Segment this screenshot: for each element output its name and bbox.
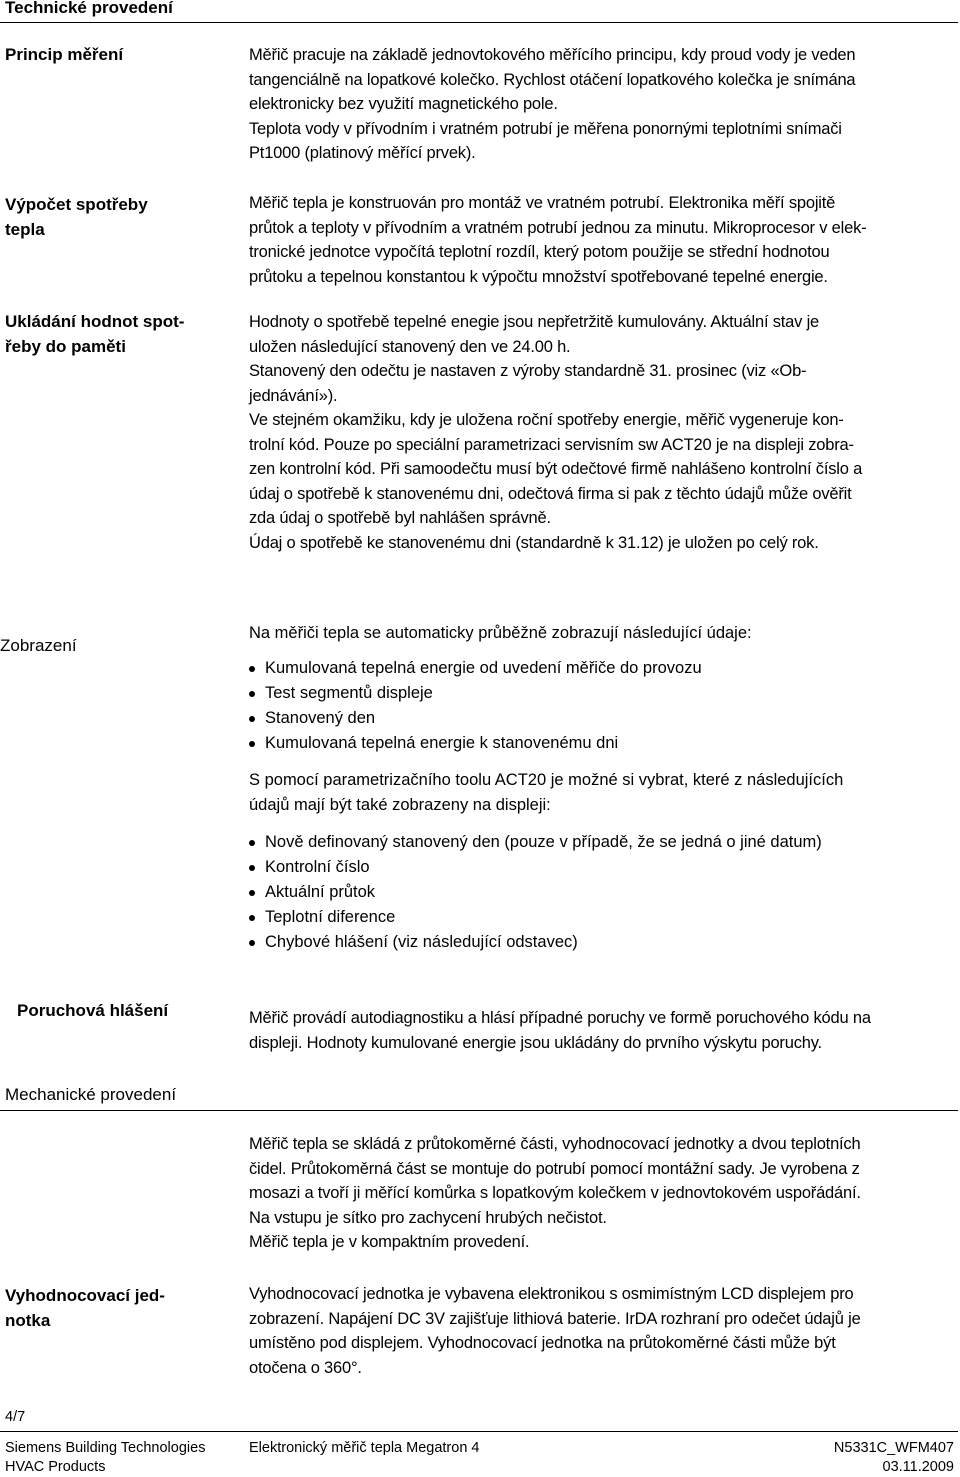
text-line: Měřič pracuje na základě jednovtokového měřícího principu, kdy proud vody je veden <box>249 46 856 64</box>
label-consumption-calculation: Výpočet spotřeby tepla <box>5 195 148 239</box>
list-item: Teplotní diference <box>249 905 949 930</box>
list-item: Kontrolní číslo <box>249 855 949 880</box>
list-item: Kumulovaná tepelná energie od uvedení měřiče do provozu <box>249 656 949 681</box>
divider-top <box>0 22 958 23</box>
list-item: Stanovený den <box>249 706 949 731</box>
list-item: Kumulovaná tepelná energie k stanovenému dni <box>249 731 949 756</box>
section-heading-mechanical: Mechanické provedení <box>5 1085 177 1104</box>
text-line: displeji. Hodnoty kumulované energie jsou ukládány do prvního výskytu poruchy. <box>249 1033 822 1052</box>
footer-product: Elektronický měřič tepla Megatron 4 <box>249 1440 480 1456</box>
footer-division: HVAC Products <box>5 1459 106 1475</box>
divider-mechanical <box>0 1110 958 1111</box>
text-line: jednávání»). <box>249 386 338 405</box>
text-memory-storage <box>249 310 949 555</box>
list-item: Nově definovaný stanovený den (pouze v případě, že se jedná o jiné datum) <box>249 830 949 855</box>
text-line: trolní kód. Pouze po speciální parametrizaci servisním sw ACT20 je na displeji zobra- <box>249 435 854 454</box>
text-line: Na měřiči tepla se automaticky průběžně zobrazují následující údaje: <box>249 624 752 642</box>
text-line: S pomocí parametrizačního toolu ACT20 je možné si vybrat, které z následujících <box>249 771 844 789</box>
text-line: zen kontrolní kód. Při samoodečtu musí být odečtové firmě nahlášeno kontrolní číslo a <box>249 460 863 478</box>
text-evaluation-unit <box>249 1282 949 1380</box>
text-line: otočena o 360°. <box>249 1358 362 1377</box>
text-line: průtoku a tepelnou konstantou k výpočtu množství spotřebované tepelné energie. <box>249 267 828 286</box>
label-memory-storage: Ukládání hodnot spot-řeby do paměti <box>5 312 185 356</box>
text-line: průtok a teploty v přívodním a vratném potrubí jednou za minutu. Mikroprocesor v elek- <box>249 218 867 237</box>
footer-company-name: Siemens Building Technologies <box>5 1440 206 1456</box>
text-line: tangenciálně na lopatkové kolečko. Rychlost otáčení lopatkového kolečka je snímána <box>249 70 856 89</box>
text-fault-messages <box>249 1006 949 1055</box>
text-consumption-calculation <box>249 191 949 289</box>
text-line: Teplota vody v přívodním i vratném potrubí je měřena ponornými teplotními snímači <box>249 119 842 138</box>
text-line: Měřič tepla je konstruován pro montáž ve vratném potrubí. Elektronika měří spojitě <box>249 194 836 212</box>
text-line: Vyhodnocovací jednotka je vybavena elektronikou s osmimístným LCD displejem pro <box>249 1285 854 1303</box>
divider-footer <box>0 1431 958 1432</box>
display-list-default <box>249 656 949 756</box>
footer-date: 03.11.2009 <box>882 1459 954 1475</box>
text-line: Měřič provádí autodiagnostiku a hlásí případné poruchy ve formě poruchového kódu na <box>249 1009 871 1027</box>
footer-doc-code: N5331C_WFM407 <box>833 1440 954 1456</box>
text-line: Hodnoty o spotřebě tepelné enegie jsou nepřetržitě kumulovány. Aktuální stav je <box>249 313 820 331</box>
text-line: údaj o spotřebě k stanovenému dni, odečtová firma si pak z těchto údajů může ověřit <box>249 484 852 503</box>
list-item: Test segmentů displeje <box>249 681 949 706</box>
list-item: Aktuální průtok <box>249 880 949 905</box>
text-line: Ve stejném okamžiku, kdy je uložena roční spotřeby energie, měřič vygeneruje kon- <box>249 411 844 429</box>
text-line: Pt1000 (platinový měřící prvek). <box>249 144 476 162</box>
text-line: tronické jednotce vypočítá teplotní rozdíl, který potom použije se střední hodnotou <box>249 243 830 261</box>
text-line: čidel. Průtokoměrná část se montuje do potrubí pomocí montážní sady. Je vyrobena z <box>249 1159 860 1178</box>
text-line: uložen následující stanovený den ve 24.00 h. <box>249 337 571 356</box>
list-item: Chybové hlášení (viz následující odstavec) <box>249 930 949 955</box>
text-line: umístěno pod displejem. Vyhodnocovací jednotka na průtokoměrné části může být <box>249 1334 836 1352</box>
label-fault-messages: Poruchová hlášení <box>17 1001 169 1020</box>
text-line: mosazi a tvoří ji měřící komůrka s lopatkovým kolečkem v jednovtokovém uspořádání. <box>249 1184 861 1202</box>
text-line: Stanovený den odečtu je nastaven z výroby standardně 31. prosinec (viz «Ob- <box>249 362 807 380</box>
text-line: údajů mají být také zobrazeny na displeji: <box>249 795 551 814</box>
text-mechanical <box>249 1132 949 1255</box>
display-list-optional <box>249 830 949 955</box>
text-line: zda údaj o spotřebě byl nahlášen správně. <box>249 509 551 527</box>
text-display-optional-intro <box>249 768 949 817</box>
text-measurement-principle <box>249 43 949 166</box>
section-heading-technical: Technické provedení <box>5 0 173 17</box>
footer-company <box>5 1439 205 1477</box>
label-display: Zobrazení <box>0 636 77 655</box>
text-line: Měřič tepla je v kompaktním provedení. <box>249 1233 530 1251</box>
footer-doc-info <box>834 1439 954 1477</box>
label-measurement-principle: Princip měření <box>5 45 124 64</box>
text-line: zobrazení. Napájení DC 3V zajišťuje lithiová baterie. IrDA rozhraní pro odečet údajů je <box>249 1309 861 1328</box>
text-line: elektronicky bez využití magnetického pole. <box>249 95 558 113</box>
text-line: Měřič tepla se skládá z průtokoměrné části, vyhodnocovací jednotky a dvou teplotních <box>249 1135 861 1153</box>
text-line: Na vstupu je sítko pro zachycení hrubých nečistot. <box>249 1208 607 1227</box>
text-display-intro <box>249 621 949 646</box>
page-number: 4/7 <box>5 1409 26 1425</box>
label-evaluation-unit: Vyhodnocovací jed-notka <box>5 1286 165 1330</box>
text-line: Údaj o spotřebě ke stanovenému dni (standardně k 31.12) je uložen po celý rok. <box>249 533 819 552</box>
